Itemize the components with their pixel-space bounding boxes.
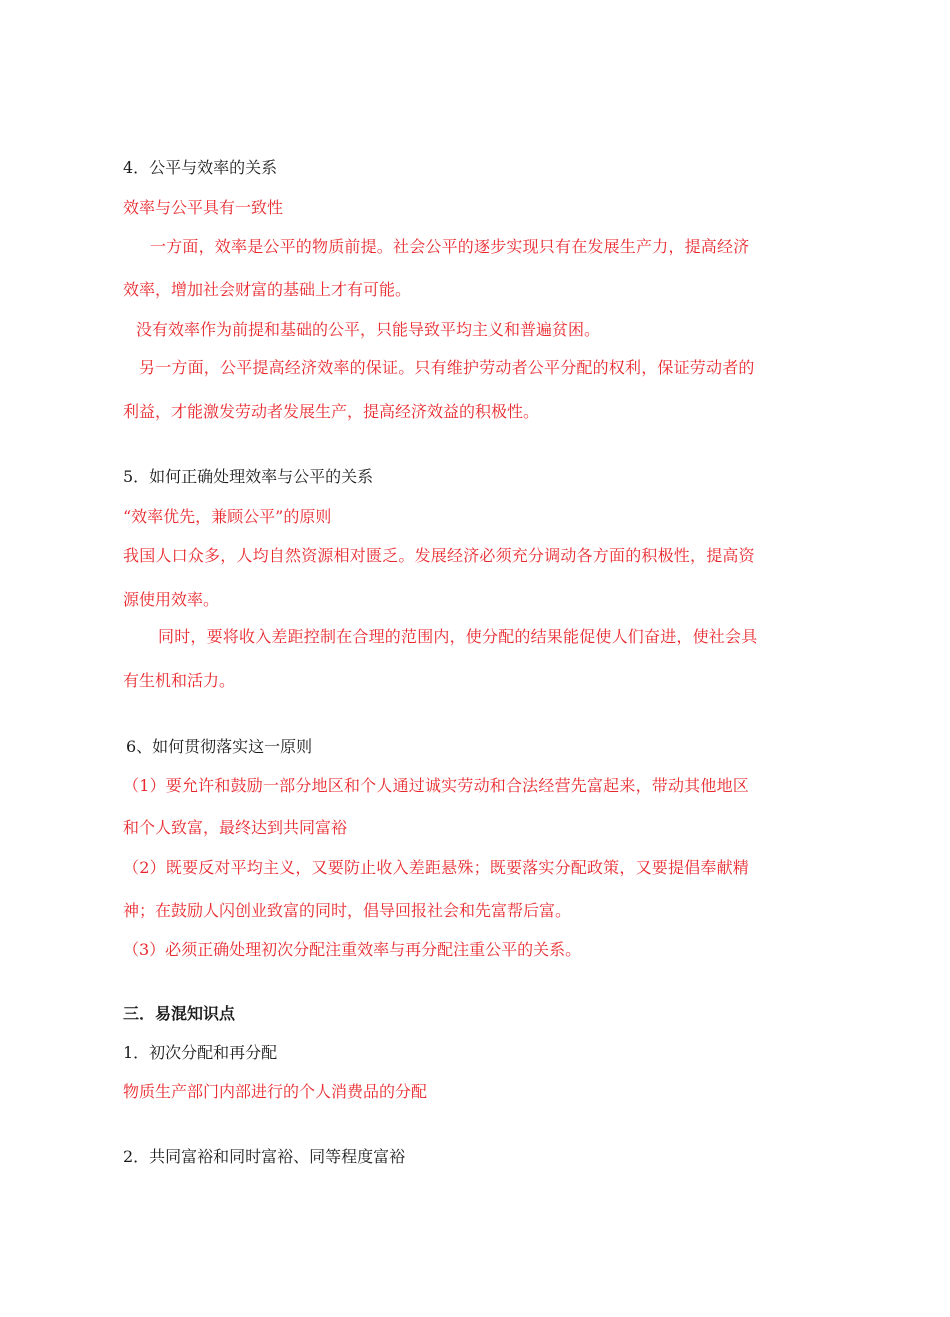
section5-paragraph1-line2: 源使用效率。 [123,590,220,609]
section-three-item1-text: 物质生产部门内部进行的个人消费品的分配 [123,1082,428,1101]
section5-heading: 5．如何正确处理效率与公平的关系 [123,467,374,486]
section6-item1-line2: 和个人致富，最终达到共同富裕 [123,818,348,837]
section-three-heading: 三．易混知识点 [123,1004,236,1023]
section5-subheading: “效率优先，兼顾公平”的原则 [123,507,332,526]
section4-subheading: 效率与公平具有一致性 [123,198,284,217]
section6-item1-line1: （1）要允许和鼓励一部分地区和个人通过诚实劳动和合法经营先富起来，带动其他地区 [123,776,749,795]
section6-item3: （3）必须正确处理初次分配注重效率与再分配注重公平的关系。 [123,940,582,959]
section4-heading: 4．公平与效率的关系 [123,158,278,177]
section5-paragraph1-line1: 我国人口众多，人均自然资源相对匮乏。发展经济必须充分调动各方面的积极性，提高资 [123,546,755,565]
section5-paragraph2-line2: 有生机和活力。 [123,671,236,690]
section6-item2-line1: （2）既要反对平均主义，又要防止收入差距悬殊；既要落实分配政策，又要提倡奉献精 [123,858,749,877]
section4-paragraph2: 没有效率作为前提和基础的公平，只能导致平均主义和普遍贫困。 [136,320,601,339]
section4-paragraph3-line1: 另一方面，公平提高经济效率的保证。只有维护劳动者公平分配的权利，保证劳动者的 [139,358,755,377]
section4-paragraph1-line2: 效率，增加社会财富的基础上才有可能。 [123,280,412,299]
section5-paragraph2-line1: 同时，要将收入差距控制在合理的范围内，使分配的结果能促使人们奋进，使社会具 [158,627,758,646]
section-three-item2-heading: 2．共同富裕和同时富裕、同等程度富裕 [123,1147,406,1166]
section4-paragraph3-line2: 利益，才能激发劳动者发展生产，提高经济效益的积极性。 [123,402,540,421]
section4-paragraph1-line1: 一方面，效率是公平的物质前提。社会公平的逐步实现只有在发展生产力，提高经济 [150,237,750,256]
section-three-item1-heading: 1．初次分配和再分配 [123,1043,278,1062]
section6-heading: 6、如何贯彻落实这一原则 [126,737,313,756]
section6-item2-line2: 神；在鼓励人闪创业致富的同时，倡导回报社会和先富帮后富。 [123,901,572,920]
